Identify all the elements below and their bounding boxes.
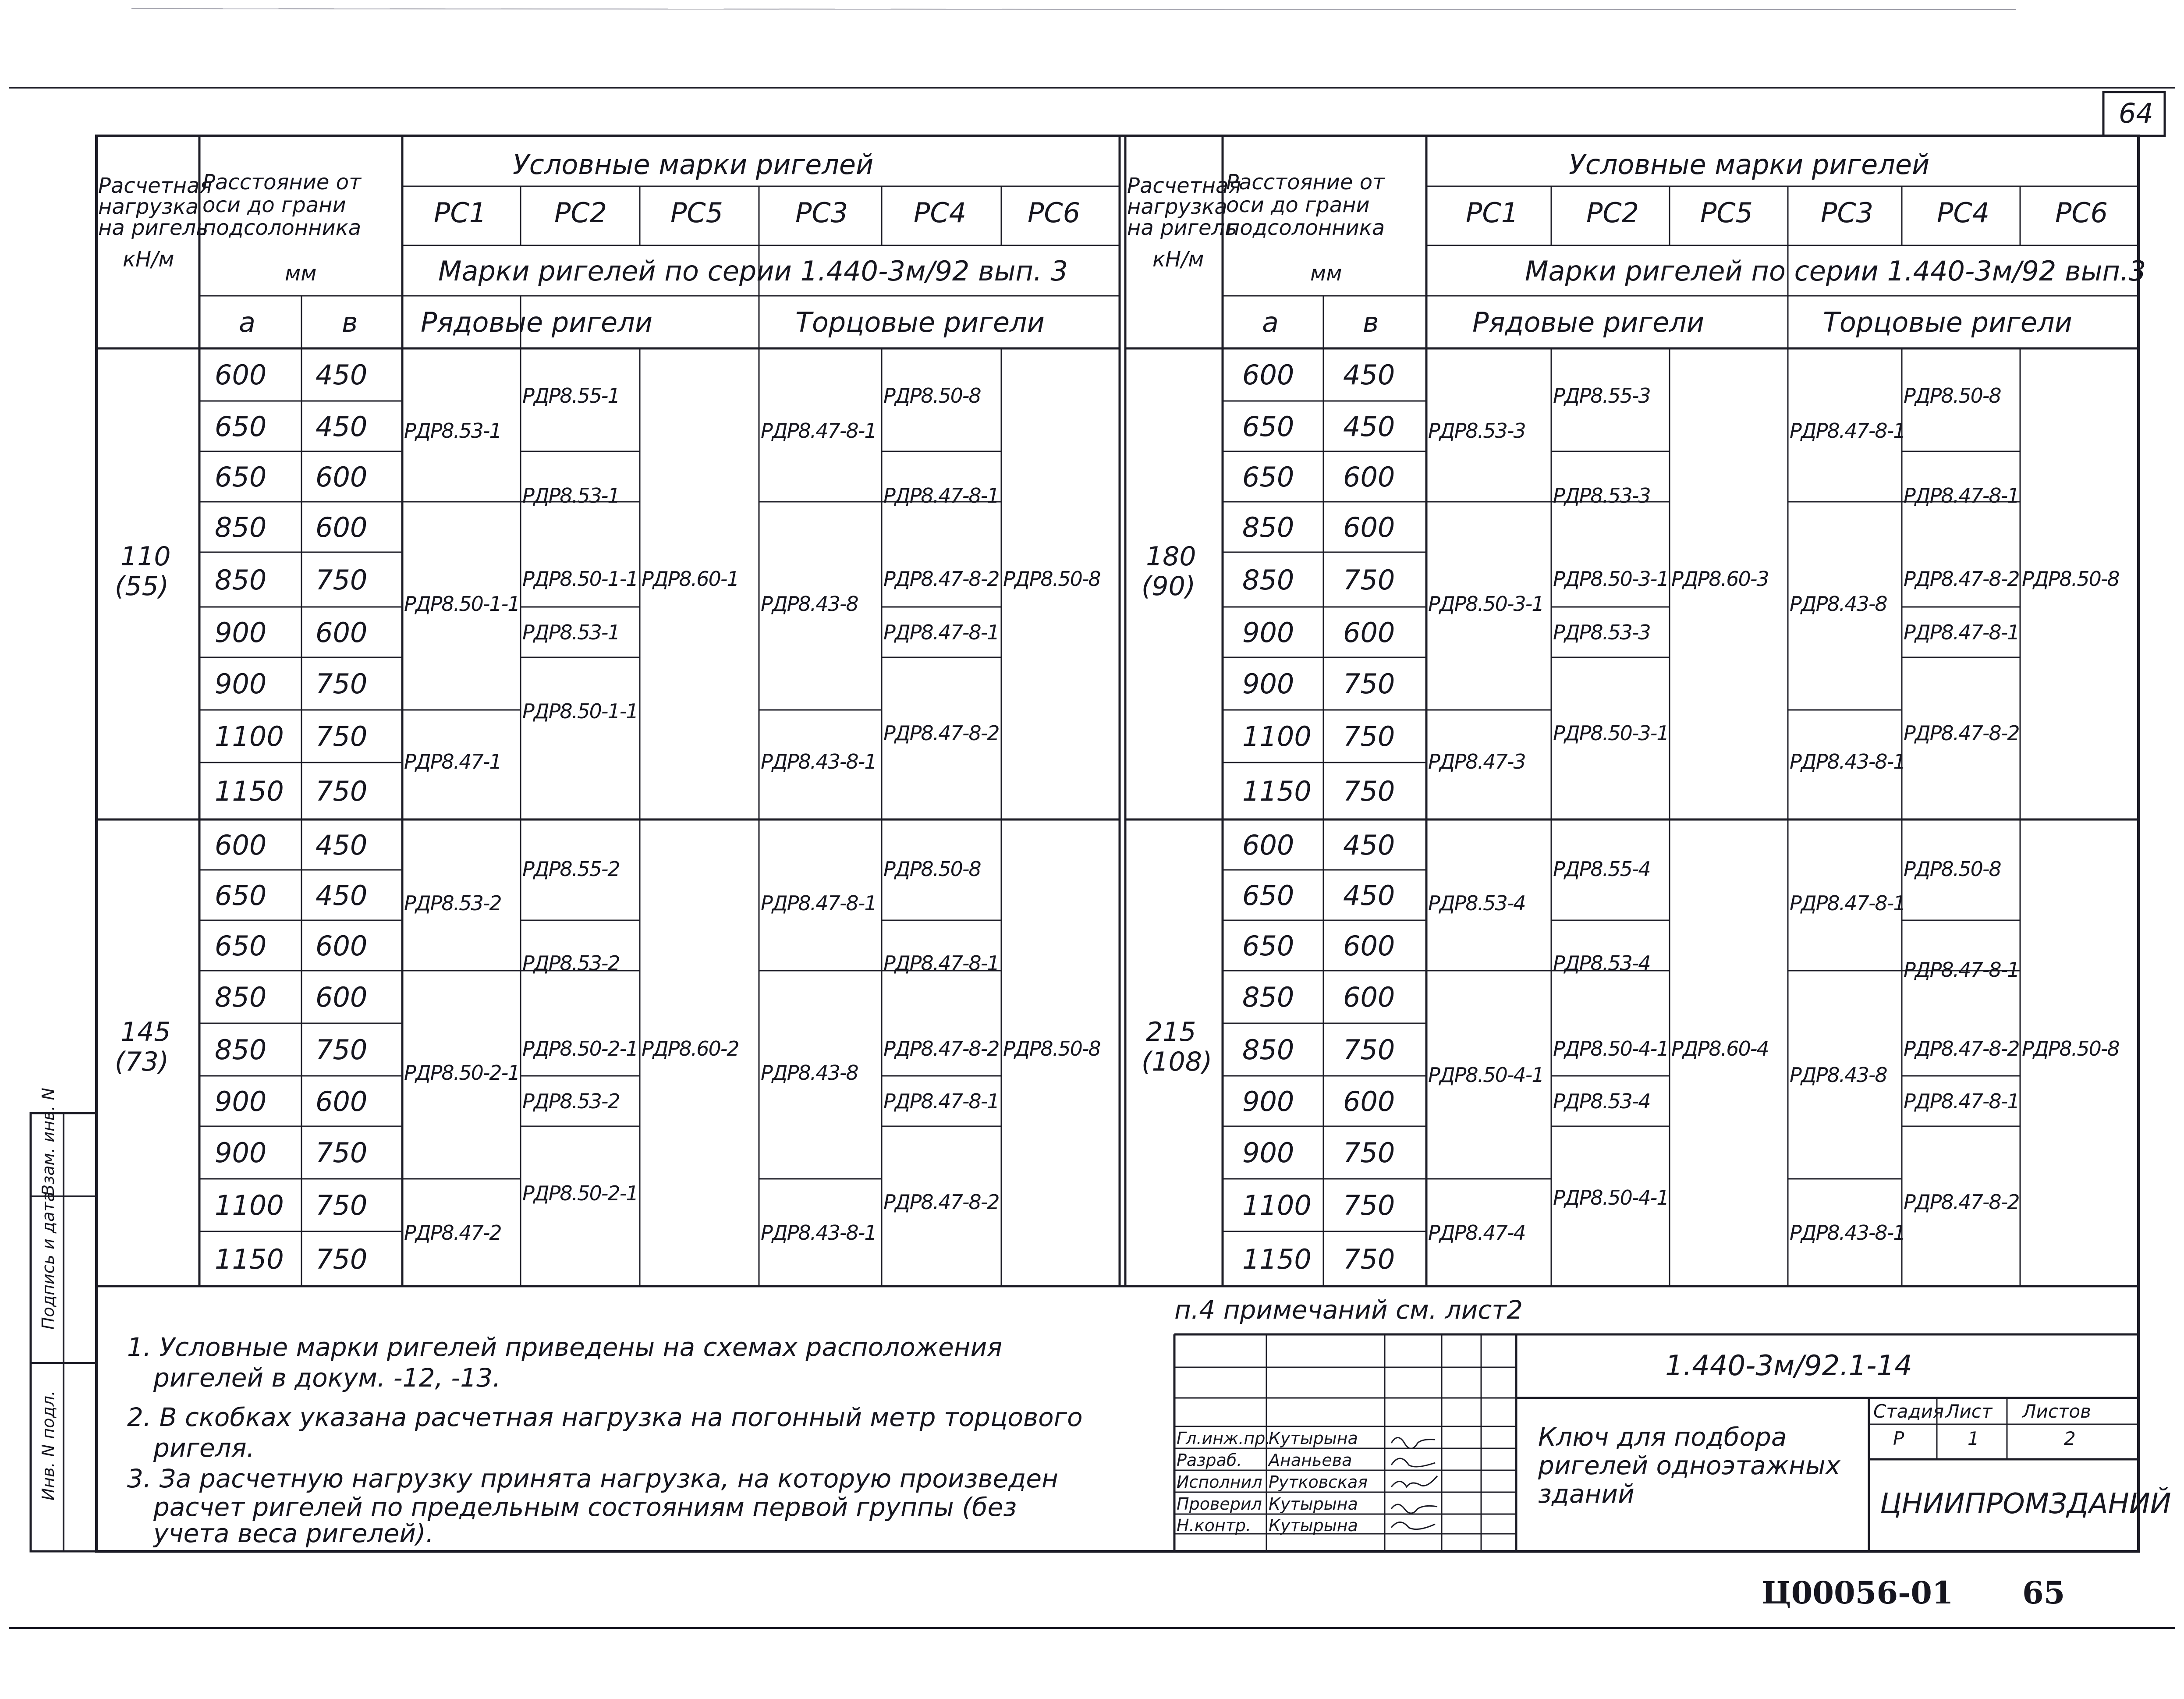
col-b: в	[342, 306, 358, 338]
mark: РДР8.47-8-1	[1904, 958, 2019, 982]
dim-b-cell: 750	[1343, 564, 1395, 596]
mark: РДР8.47-8-2	[1904, 567, 2019, 591]
mark: РДР8.47-8-2	[883, 567, 999, 591]
dist-col-1: Расстояние от	[202, 170, 362, 195]
dim-b-cell: 600	[316, 616, 368, 649]
rc1-left: РС1	[434, 197, 487, 229]
archive-code: Ц00056-01	[1762, 1575, 1954, 1611]
note-2a: 2. В скобках указана расчетная нагрузка на погонный метр торцового	[127, 1402, 1083, 1432]
mark: РДР8.50-8	[1003, 567, 1100, 591]
mark: РДР8.55-2	[522, 857, 620, 881]
mark: РДР8.53-1	[522, 621, 620, 644]
dim-b-cell: 450	[1343, 879, 1395, 912]
mark: РДР8.50-8	[1003, 1037, 1100, 1061]
series-marks-right: Марки ригелей по серии 1.440-3м/92 вып.3	[1525, 255, 2146, 287]
dim-b-cell: 750	[316, 1189, 368, 1221]
mark: РДР8.47-8-1	[883, 951, 999, 975]
doc-title-2: ригелей одноэтажных	[1538, 1451, 1840, 1480]
mark: РДР8.47-8-2	[883, 1037, 999, 1061]
dim-a-cell: 850	[215, 564, 267, 596]
dim-b-cell: 750	[1343, 1137, 1395, 1169]
mark: РДР8.43-8	[1790, 1063, 1887, 1087]
stage-value: Р	[1893, 1428, 1904, 1449]
mark: РДР8.53-3	[1428, 419, 1525, 443]
mark: РДР8.47-8-1	[761, 419, 876, 443]
rc2-left: РС2	[554, 197, 607, 229]
notes-ref: п.4 примечаний см. лист2	[1174, 1295, 1523, 1325]
dim-a-cell: 650	[1242, 410, 1294, 443]
dim-b-cell: 450	[1343, 829, 1395, 861]
mark: РДР8.43-8	[761, 1061, 858, 1085]
note-2b: ригеля.	[153, 1433, 255, 1463]
dim-b-cell: 450	[1343, 359, 1395, 391]
mark: РДР8.53-1	[522, 484, 620, 507]
dim-a-cell: 650	[215, 879, 267, 912]
dim-a-cell: 650	[1242, 461, 1294, 493]
mark: РДР8.47-3	[1428, 750, 1525, 773]
dim-a-cell: 600	[1242, 829, 1294, 861]
mark: РДР8.50-8	[883, 857, 981, 881]
dim-a-cell: 1100	[215, 720, 284, 752]
dim-a-cell: 850	[215, 511, 267, 543]
rc6-left: РС6	[1028, 197, 1081, 229]
dim-a-cell: 600	[215, 829, 267, 861]
mark: РДР8.47-8-1	[1790, 891, 1905, 915]
person-name: Кутырына	[1269, 1429, 1358, 1448]
mark: РДР8.50-3-1	[1428, 592, 1544, 616]
role: Гл.инж.пр.	[1177, 1429, 1271, 1448]
archive-page: 65	[2022, 1575, 2065, 1611]
dim-b-cell: 750	[1343, 1189, 1395, 1221]
mark: РДР8.47-8-2	[883, 721, 999, 745]
mark: РДР8.53-2	[404, 891, 501, 915]
dim-b-cell: 750	[316, 668, 368, 700]
mark: РДР8.47-8-2	[1904, 1037, 2019, 1061]
dim-b-cell: 600	[316, 981, 368, 1013]
load-col-1: Расчетная	[98, 174, 213, 198]
mark: РДР8.43-8	[1790, 592, 1887, 616]
mark: РДР8.47-4	[1428, 1221, 1525, 1245]
mark: РДР8.43-8	[761, 592, 858, 616]
mark: РДР8.50-8	[2022, 567, 2119, 591]
role: Исполнил	[1177, 1472, 1262, 1492]
sheet-header: Лист	[1946, 1401, 1993, 1422]
rc5-left: РС5	[670, 197, 723, 229]
dim-a-cell: 650	[215, 410, 267, 443]
mark: РДР8.47-8-1	[883, 1089, 999, 1113]
role: Проверил	[1177, 1494, 1262, 1514]
mark: РДР8.43-8-1	[1790, 750, 1905, 773]
load-value: 215	[1146, 1017, 1196, 1047]
mark: РДР8.55-1	[522, 384, 620, 408]
mark: РДР8.50-2-1	[522, 1181, 638, 1205]
dim-a-cell: 850	[215, 981, 267, 1013]
note-3c: учета веса ригелей).	[153, 1518, 434, 1548]
dim-a-cell: 900	[1242, 1137, 1294, 1169]
dist-col-3: подсолонника	[202, 216, 362, 240]
dim-a-cell: 650	[1242, 879, 1294, 912]
load-value: 180	[1146, 541, 1196, 572]
dim-a-cell: 900	[1242, 616, 1294, 649]
page-number: 64	[2119, 97, 2153, 129]
dim-b-cell: 600	[1343, 616, 1395, 649]
mark: РДР8.47-1	[404, 750, 501, 773]
mark: РДР8.43-8-1	[761, 750, 876, 773]
dim-a-cell: 1150	[215, 775, 284, 807]
load-col-4: кН/м	[123, 247, 174, 272]
mark: РДР8.47-8-1	[1904, 1089, 2019, 1113]
dim-b-cell: 600	[316, 461, 368, 493]
rc3-right: РС3	[1821, 197, 1874, 229]
dim-a-cell: 1150	[215, 1243, 284, 1275]
rc3-left: РС3	[795, 197, 848, 229]
load-col-2-r: нагрузка	[1127, 195, 1227, 219]
mark: РДР8.60-1	[642, 567, 739, 591]
rc4-right: РС4	[1937, 197, 1990, 229]
cond-marks-right: Условные марки ригелей	[1569, 149, 1930, 181]
dim-a-cell: 900	[215, 668, 267, 700]
mark: РДР8.53-4	[1553, 1089, 1650, 1113]
mark: РДР8.50-1-1	[522, 567, 638, 591]
dim-a-cell: 850	[1242, 564, 1294, 596]
mark: РДР8.55-4	[1553, 857, 1650, 881]
side-label-sign: Подпись и дата	[39, 1192, 58, 1330]
row-beams-right: Рядовые ригели	[1472, 306, 1705, 338]
side-label-replace: Взам. инв. N	[39, 1088, 58, 1196]
dist-col-2: оси до грани	[202, 193, 346, 217]
mark: РДР8.47-8-1	[883, 484, 999, 507]
mark: РДР8.47-8-2	[883, 1190, 999, 1214]
dim-b-cell: 600	[1343, 511, 1395, 543]
stage-header: Стадия	[1873, 1401, 1944, 1422]
note-3a: 3. За расчетную нагрузку принята нагрузка, на которую произведен	[127, 1464, 1058, 1493]
dim-b-cell: 750	[316, 1243, 368, 1275]
load-value-end: (73)	[115, 1046, 169, 1077]
mark: РДР8.53-3	[1553, 621, 1650, 644]
rc1-right: РС1	[1466, 197, 1519, 229]
mark: РДР8.55-3	[1553, 384, 1650, 408]
dim-a-cell: 1150	[1242, 775, 1312, 807]
dist-col-2-r: оси до грани	[1226, 193, 1370, 217]
end-beams-right: Торцовые ригели	[1823, 306, 2072, 338]
col-b-r: в	[1363, 306, 1379, 338]
dim-a-cell: 650	[215, 929, 267, 962]
mark: РДР8.53-4	[1553, 951, 1650, 975]
side-label-inv: Инв. N подл.	[39, 1390, 58, 1500]
mark: РДР8.50-1-1	[404, 592, 520, 616]
dim-b-cell: 450	[316, 879, 368, 912]
dim-b-cell: 750	[316, 720, 368, 752]
mark: РДР8.50-8	[1904, 857, 2001, 881]
dim-b-cell: 600	[316, 1085, 368, 1117]
mark: РДР8.53-2	[522, 951, 620, 975]
mark: РДР8.47-8-2	[1904, 721, 2019, 745]
row-beams-left: Рядовые ригели	[421, 306, 653, 338]
dim-a-cell: 1100	[1242, 1189, 1312, 1221]
dim-a-cell: 900	[215, 1137, 267, 1169]
load-value: 145	[121, 1017, 171, 1047]
dim-a-cell: 850	[1242, 511, 1294, 543]
mark: РДР8.47-2	[404, 1221, 501, 1245]
mark: РДР8.50-1-1	[522, 699, 638, 723]
dim-b-cell: 450	[316, 829, 368, 861]
dim-b-cell: 750	[1343, 720, 1395, 752]
mark: РДР8.60-4	[1671, 1037, 1769, 1061]
signatures	[1387, 1428, 1442, 1533]
person-name: Кутырына	[1269, 1516, 1358, 1535]
mark: РДР8.50-4-1	[1553, 1186, 1669, 1210]
rc5-right: РС5	[1700, 197, 1753, 229]
note-1b: ригелей в докум. -12, -13.	[153, 1363, 501, 1393]
col-a: а	[239, 306, 255, 338]
dim-b-cell: 450	[316, 410, 368, 443]
load-value-end: (90)	[1142, 571, 1196, 602]
mark: РДР8.60-3	[1671, 567, 1769, 591]
dim-b-cell: 750	[1343, 668, 1395, 700]
mark: РДР8.50-2-1	[404, 1061, 520, 1085]
dim-b-cell: 600	[1343, 461, 1395, 493]
doc-title-1: Ключ для подбора	[1538, 1422, 1787, 1452]
load-col-1-r: Расчетная	[1127, 174, 1241, 198]
mark: РДР8.47-8-1	[1790, 419, 1905, 443]
mark: РДР8.47-8-1	[761, 891, 876, 915]
dim-a-cell: 900	[215, 1085, 267, 1117]
mark: РДР8.50-3-1	[1553, 567, 1669, 591]
dim-a-cell: 650	[1242, 929, 1294, 962]
dim-a-cell: 600	[1242, 359, 1294, 391]
mark: РДР8.50-4-1	[1553, 1037, 1669, 1061]
mark: РДР8.50-2-1	[522, 1037, 638, 1061]
mark: РДР8.47-8-2	[1904, 1190, 2019, 1214]
mark: РДР8.50-8	[2022, 1037, 2119, 1061]
dim-a-cell: 900	[1242, 1085, 1294, 1117]
load-col-4-r: кН/м	[1152, 247, 1204, 272]
dim-a-cell: 1100	[1242, 720, 1312, 752]
dim-b-cell: 450	[316, 359, 368, 391]
note-3b: расчет ригелей по предельным состояниям первой группы (без	[153, 1492, 1017, 1522]
dim-b-cell: 750	[316, 1034, 368, 1066]
mark: РДР8.53-1	[404, 419, 501, 443]
dim-b-cell: 750	[1343, 1243, 1395, 1275]
dim-a-cell: 900	[1242, 668, 1294, 700]
dist-col-1-r: Расстояние от	[1226, 170, 1385, 195]
dim-a-cell: 850	[1242, 981, 1294, 1013]
role: Разраб.	[1177, 1451, 1242, 1470]
end-beams-left: Торцовые ригели	[795, 306, 1045, 338]
mark: РДР8.50-3-1	[1553, 721, 1669, 745]
series-marks-left: Марки ригелей по серии 1.440-3м/92 вып. 3	[438, 255, 1068, 287]
mark: РДР8.50-4-1	[1428, 1063, 1544, 1087]
dim-a-cell: 600	[215, 359, 267, 391]
dim-b-cell: 750	[1343, 775, 1395, 807]
note-1a: 1. Условные марки ригелей приведены на схемах расположения	[127, 1332, 1003, 1362]
dim-a-cell: 850	[215, 1034, 267, 1066]
person-name: Рутковская	[1269, 1472, 1368, 1492]
dim-a-cell: 850	[1242, 1034, 1294, 1066]
mark: РДР8.50-8	[1904, 384, 2001, 408]
sheets-header: Листов	[2022, 1401, 2091, 1422]
organization: ЦНИИПРОМЗДАНИЙ	[1880, 1488, 2171, 1520]
dim-b-cell: 600	[316, 511, 368, 543]
dim-b-cell: 600	[316, 929, 368, 962]
role: Н.контр.	[1177, 1516, 1252, 1535]
mark: РДР8.50-8	[883, 384, 981, 408]
dim-b-cell: 750	[316, 564, 368, 596]
dim-a-cell: 1150	[1242, 1243, 1312, 1275]
cond-marks-left: Условные марки ригелей	[513, 149, 874, 181]
mark: РДР8.47-8-1	[1904, 484, 2019, 507]
mark: РДР8.47-8-1	[883, 621, 999, 644]
dim-a-cell: 650	[215, 461, 267, 493]
mark: РДР8.47-8-1	[1904, 621, 2019, 644]
load-value-end: (55)	[115, 571, 169, 602]
dist-col-4: мм	[285, 261, 317, 286]
person-name: Ананьева	[1269, 1451, 1352, 1470]
dim-b-cell: 450	[1343, 410, 1395, 443]
mark: РДР8.53-3	[1553, 484, 1650, 507]
dim-b-cell: 750	[316, 775, 368, 807]
doc-code: 1.440-3м/92.1-14	[1665, 1350, 1912, 1382]
dim-a-cell: 900	[215, 616, 267, 649]
mark: РДР8.43-8-1	[761, 1221, 876, 1245]
sheet-value: 1	[1968, 1428, 1979, 1449]
load-col-2: нагрузка	[98, 195, 199, 219]
sheets-value: 2	[2064, 1428, 2076, 1449]
dim-b-cell: 600	[1343, 1085, 1395, 1117]
dim-b-cell: 750	[316, 1137, 368, 1169]
dist-col-3-r: подсолонника	[1226, 216, 1385, 240]
dist-col-4-r: мм	[1310, 261, 1342, 286]
load-value-end: (108)	[1142, 1046, 1213, 1077]
person-name: Кутырына	[1269, 1494, 1358, 1514]
load-value: 110	[121, 541, 171, 572]
dim-b-cell: 750	[1343, 1034, 1395, 1066]
dim-b-cell: 600	[1343, 981, 1395, 1013]
mark: РДР8.53-4	[1428, 891, 1525, 915]
doc-title-3: зданий	[1538, 1479, 1634, 1509]
mark: РДР8.43-8-1	[1790, 1221, 1905, 1245]
rc4-left: РС4	[914, 197, 967, 229]
dim-b-cell: 600	[1343, 929, 1395, 962]
col-a-r: а	[1262, 306, 1279, 338]
mark: РДР8.53-2	[522, 1089, 620, 1113]
mark: РДР8.60-2	[642, 1037, 739, 1061]
rc2-right: РС2	[1586, 197, 1639, 229]
load-col-3: на ригель	[98, 216, 209, 240]
dim-a-cell: 1100	[215, 1189, 284, 1221]
load-col-3-r: на ригель	[1127, 216, 1237, 240]
rc6-right: РС6	[2055, 197, 2108, 229]
